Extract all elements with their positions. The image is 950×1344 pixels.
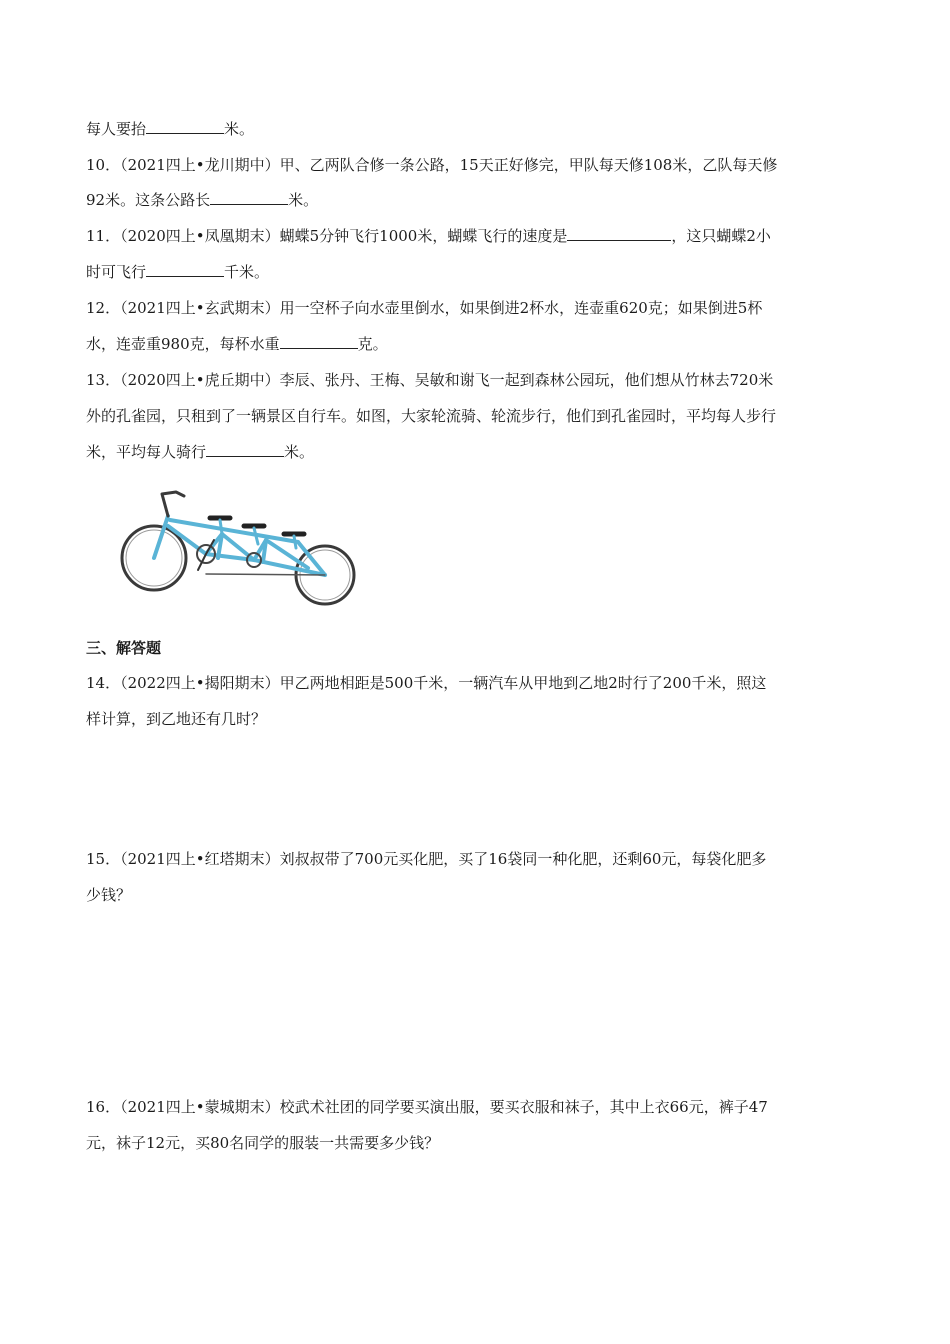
question-14-text: 14．（2022四上•揭阳期末）甲乙两地相距是500千米，一辆汽车从甲地到乙地2时行了200千米，照这 [86,674,767,692]
answer-blank[interactable] [567,226,671,241]
bicycle-frame [154,516,325,575]
question-10-line-2 [86,190,318,210]
section-heading [86,638,161,658]
question-11-text-end: 千米。 [224,263,270,281]
question-12-text-2: 水，连壶重980克，每杯水重 [86,335,280,353]
question-11-text: 11．（2020四上•凤凰期末）蝴蝶5分钟飞行1000米，蝴蝶飞行的速度是 [86,227,568,245]
question-15-text: 15．（2021四上•红塔期末）刘叔叔带了700元买化肥，买了16袋同一种化肥，还剩60元，每袋化肥多 [86,850,767,868]
tandem-bicycle-icon [118,486,360,610]
question-10-line-1 [86,155,777,175]
question-14-line-2 [86,709,266,729]
answer-blank[interactable] [206,442,284,457]
question-16-text: 16．（2021四上•蒙城期末）校武术社团的同学要买演出服，要买衣服和袜子，其中上衣66元，裤子47 [86,1098,768,1116]
q9-continuation [86,119,254,139]
question-10-text: 10．（2021四上•龙川期中）甲、乙两队合修一条公路，15天正好修完，甲队每天修108米，乙队每天修 [86,156,778,174]
question-15-text-2: 少钱？ [86,886,132,904]
question-13-line-3 [86,442,314,462]
answer-blank[interactable] [280,334,358,349]
q9-text: 每人要抬 [86,120,147,138]
q9-text-end: 米。 [224,120,255,138]
answer-blank[interactable] [146,262,224,277]
question-12-line-1 [86,298,762,318]
question-10-text-2: 92米。这条公路长 [86,191,211,209]
question-12-text-end: 克。 [357,335,388,353]
chain [206,574,325,575]
question-16-text-2: 元，袜子12元，买80名同学的服装一共需要多少钱？ [86,1134,440,1152]
question-11-text-mid: ，这只蝴蝶2小 [671,227,771,245]
question-13-text-end: 米。 [284,443,315,461]
question-11-line-2 [86,262,269,282]
question-13-text-3: 米，平均每人骑行 [86,443,207,461]
answer-blank[interactable] [210,190,288,205]
question-13-text-2: 外的孔雀园，只租到了一辆景区自行车。如图，大家轮流骑、轮流步行，他们到孔雀园时，平均每人步行 [86,407,777,425]
question-15-line-2 [86,885,131,905]
question-14-text-2: 样计算，到乙地还有几时？ [86,710,267,728]
handlebar [162,492,184,516]
answer-blank[interactable] [146,119,224,134]
question-12-line-2 [86,334,388,354]
question-15-line-1 [86,849,766,869]
question-11-text-2: 时可飞行 [86,263,147,281]
question-13-text: 13．（2020四上•虎丘期中）李辰、张丹、王梅、吴敏和谢飞一起到森林公园玩，他们想从竹林去720米 [86,371,774,389]
question-16-line-1 [86,1097,768,1117]
section-title: 三、解答题 [86,639,162,657]
question-13-line-2 [86,406,776,426]
question-14-line-1 [86,673,766,693]
question-11-line-1 [86,226,771,246]
question-12-text: 12．（2021四上•玄武期末）用一空杯子向水壶里倒水，如果倒进2杯水，连壶重620克；如果倒进5杯 [86,299,763,317]
question-16-line-2 [86,1133,439,1153]
question-13-line-1 [86,370,773,390]
question-10-text-end: 米。 [288,191,319,209]
